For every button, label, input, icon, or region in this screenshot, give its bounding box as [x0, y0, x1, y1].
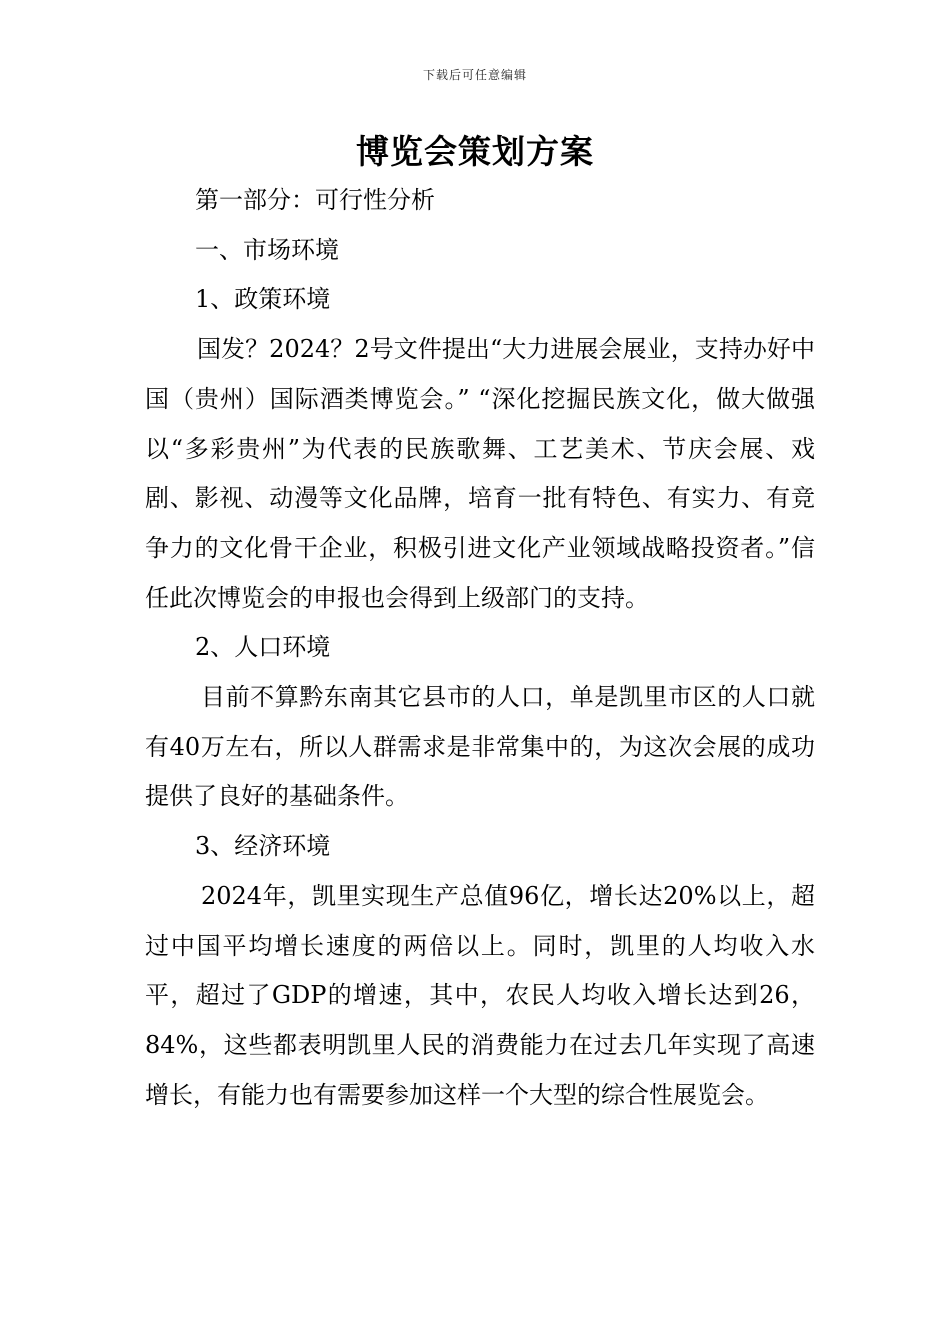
document-title: 博览会策划方案 [356, 132, 594, 171]
document-body [145, 176, 815, 1120]
paragraph-economy: 2024年，凯里实现生产总值96亿，增长达20%以上，超过中国平均增长速度的两倍以上。同时，凯里的人均收入水平，超过了GDP的增速，其中，农民人均收入增长达到26，84%，这些都表明凯里人民的消费能力在过去几年实现了高速增长，有能力也有需要参加这样一个大型的综合性展览会。 [145, 881, 815, 1109]
section-one-heading: 一、市场环境 [195, 235, 339, 264]
section-part-heading: 第一部分：可行性分析 [195, 186, 435, 214]
paragraph-policy: 国发？2024？2号文件提出“大力进展会展业，支持办好中国（贵州）国际酒类博览会。” “深化挖掘民族文化，做大做强以“多彩贵州”为代表的民族歌舞、工艺美术、节庆会展、戏剧、影视、动漫等文化品牌，培育一批有特色、有实力、有竞争力的文化骨干企业，积极引进文化产业领域战略投资者。”信任此次博览会的申报也会得到上级部门的支持。 [145, 335, 815, 612]
paragraph-population: 目前不算黔东南其它县市的人口，单是凯里市区的人口就有40万左右，所以人群需求是非常集中的，为这次会展的成功提供了良好的基础条件。 [145, 683, 815, 811]
subsection-heading-population: 2、人口环境 [195, 633, 331, 662]
subsection-heading-policy: 1、政策环境 [195, 285, 331, 314]
subsection-heading-economy: 3、经济环境 [195, 832, 331, 861]
header-note: 下载后可任意编辑 [422, 68, 527, 82]
